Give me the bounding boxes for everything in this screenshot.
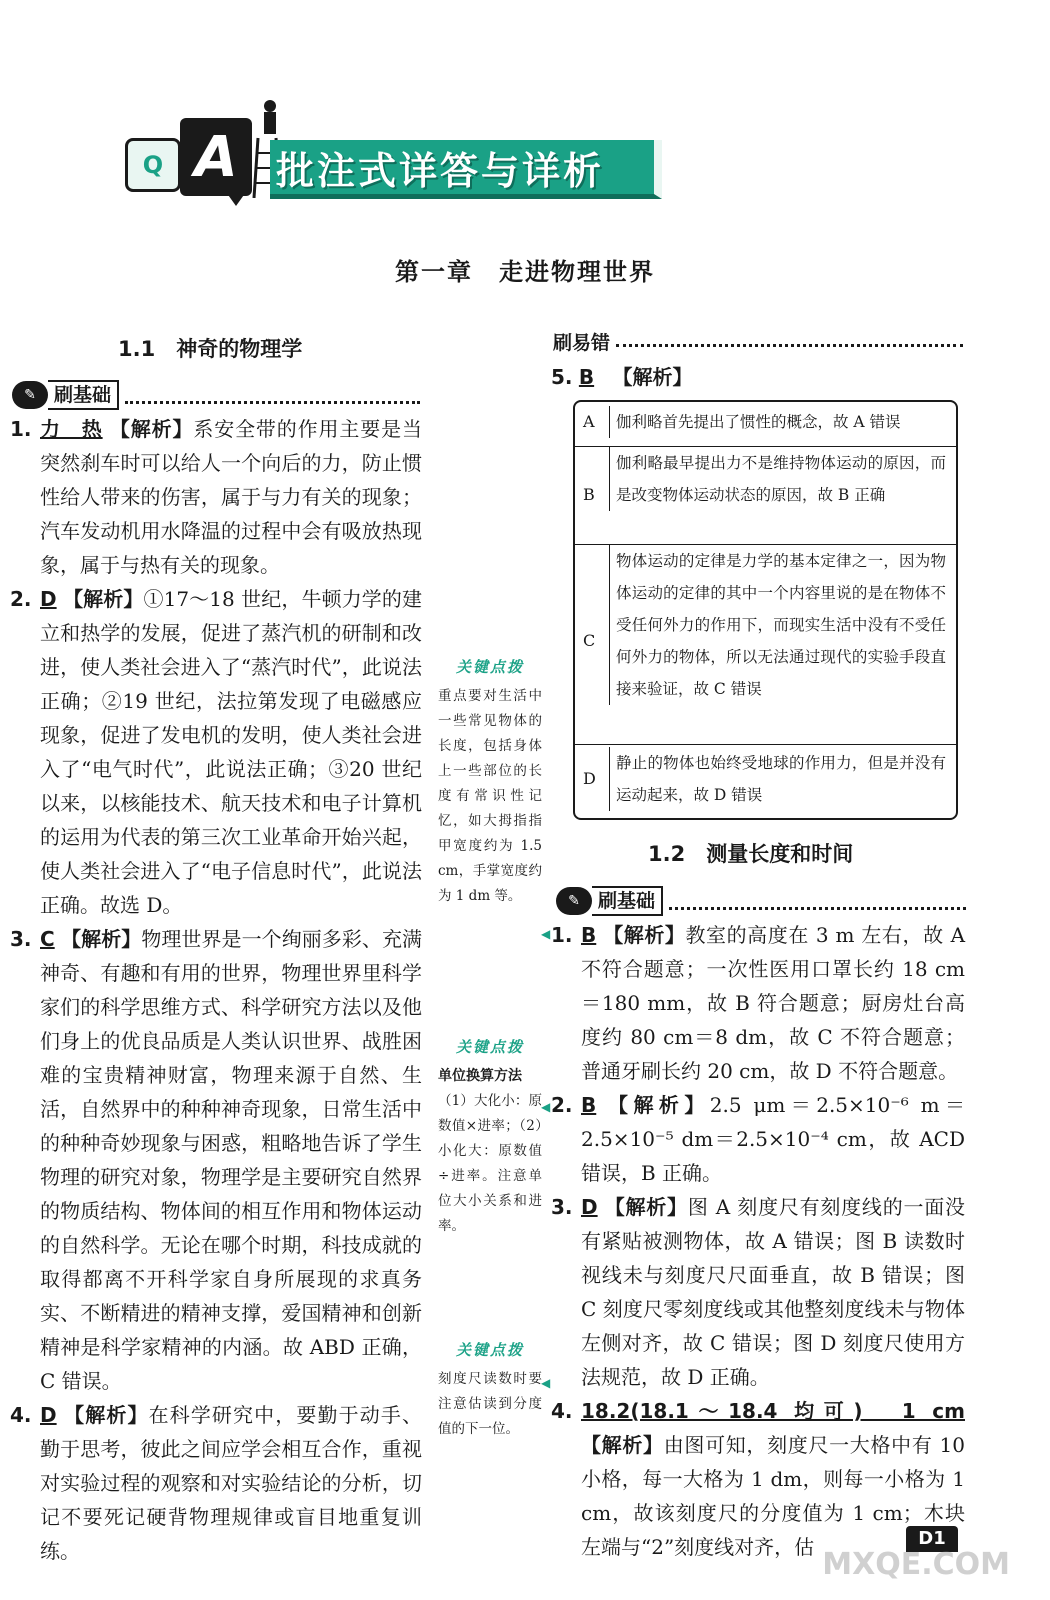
question-number: 2. xyxy=(551,1093,573,1117)
tag-basics xyxy=(556,886,966,916)
analysis-label: 【解析】 xyxy=(581,1433,664,1457)
key-note-1 xyxy=(438,655,542,909)
tag-basics xyxy=(12,380,420,410)
a-speech-bubble: A xyxy=(180,118,252,196)
brush-icon: ✎ xyxy=(556,887,592,915)
analysis-label: 【解析】 xyxy=(604,1195,688,1219)
tag-label: 刷基础 xyxy=(592,886,663,916)
key-note-title: 关键点拨 xyxy=(455,1341,524,1359)
chapter-title: 第一章 走进物理世界 xyxy=(395,258,655,286)
pointer-arrow-icon: ◀ xyxy=(541,1100,551,1114)
question-number: 2. xyxy=(10,587,32,611)
option-row-d: D 静止的物体也始终受地球的作用力，但是并没有运动起来，故 D 错误 xyxy=(575,744,956,817)
answer: C xyxy=(40,927,55,951)
watermark: MXQE.COM xyxy=(822,1547,1010,1582)
analysis-label: 【解析】 xyxy=(64,1403,149,1427)
key-note-title: 关键点拨 xyxy=(455,1038,524,1056)
analysis-label: 【解析】 xyxy=(61,927,142,951)
pointer-arrow-icon: ◀ xyxy=(541,1376,551,1390)
key-note-text: 重点要对生活中一些常见物体的长度，包括身体上一些部位的长度有常识性记忆，如大拇指指甲宽度约为 1.5 cm，手掌宽度约为 1 dm 等。 xyxy=(438,688,542,904)
a-bubble-tail xyxy=(226,192,246,206)
question-number: 3. xyxy=(551,1195,573,1219)
analysis-text: 由图可知，刻度尺一大格中有 10 小格，每一大格为 1 dm，则每一小格为 1 cm，故该刻度尺的分度值为 1 cm；木块左端与“2”刻度线对齐，估 xyxy=(581,1433,966,1559)
options-analysis-table xyxy=(573,400,958,820)
analysis-label: 【解析】 xyxy=(109,417,194,441)
section-title-1-2: 1.2 测量长度和时间 xyxy=(648,842,854,866)
question-number: 1. xyxy=(551,923,573,947)
key-note-text: 刻度尺读数时要注意估读到分度值的下一位。 xyxy=(438,1371,542,1437)
analysis-text: ①17～18 世纪，牛顿力学的建立和热学的发展，促进了蒸汽机的研制和改进，使人类社会进入了“蒸汽时代”，此说法正确；②19 世纪，法拉第发现了电磁感应现象，促进了发电机的发明，使人类社会进入了“电气时代”，此说法正确；③20 世纪以来，以核能技术、航天技术和电子计算机的运用为代表的第三次工业革命开始兴起，使人类社会进入了“电子信息时代”，此说法正确。故选 D。 xyxy=(40,587,423,917)
key-note-subtitle: 单位换算方法 xyxy=(438,1068,522,1084)
question-number: 1. xyxy=(10,417,32,441)
answer: B xyxy=(581,1093,597,1117)
answer: 18.2(18.1～18.4 均可) 1 cm xyxy=(581,1399,965,1423)
analysis-text: 在科学研究中，要勤于动手、勤于思考，彼此之间应学会相互合作，重视对实验过程的观察和对实验结论的分析，切记不要死记硬背物理规律或盲目地重复训练。 xyxy=(40,1403,423,1563)
answer: B xyxy=(578,365,595,389)
question-number: 4. xyxy=(10,1403,32,1427)
analysis-label: 【解析】 xyxy=(63,587,144,611)
answer-item xyxy=(551,1394,965,1564)
left-answers xyxy=(10,412,422,1568)
q-speech-bubble: Q xyxy=(125,138,181,192)
option-row-c: C 物体运动的定律是力学的基本定律之一，因为物体运动的定律的其中一个内容里说的是在物体不受任何外力的作用下，而现实生活中没有不受任何外力的物体，所以无法通过现代的实验手段直接来验证，故 C 错误 xyxy=(575,544,956,741)
dotted-divider xyxy=(669,907,966,910)
answer-item xyxy=(551,1190,965,1394)
banner-title: 批注式详答与详析 xyxy=(270,140,662,199)
item-5-header xyxy=(551,360,692,394)
answer: B xyxy=(581,923,597,947)
key-note-2 xyxy=(438,1035,542,1239)
analysis-label: 【解析】 xyxy=(603,923,686,947)
question-number: 5. xyxy=(551,365,573,389)
tag-easy-mistakes xyxy=(553,328,963,355)
option-row-b: B 伽利略最早提出力不是维持物体运动的原因，而是改变物体运动状态的原因，故 B 正确 xyxy=(575,446,956,543)
answer-item xyxy=(10,582,422,922)
option-row-a: A 伽利略首先提出了惯性的概念，故 A 错误 xyxy=(575,402,956,442)
dotted-divider xyxy=(616,344,963,347)
analysis-label: 【解析】 xyxy=(608,1093,710,1117)
question-number: 4. xyxy=(551,1399,573,1423)
page-number: D1 xyxy=(906,1526,958,1552)
answer-item xyxy=(10,412,422,582)
tag-label: 刷基础 xyxy=(48,380,119,410)
section-title-1-1: 1.1 神奇的物理学 xyxy=(118,337,303,361)
key-note-text: （1）大化小：原数值×进率；（2）小化大：原数值÷进率。注意单位大小关系和进率。 xyxy=(438,1093,542,1234)
answer-item xyxy=(10,922,422,1398)
key-note-3 xyxy=(438,1338,542,1442)
answer-item xyxy=(551,1088,965,1190)
brush-icon: ✎ xyxy=(12,381,48,409)
answer: D xyxy=(40,587,57,611)
analysis-text: 教室的高度在 3 m 左右，故 A 不符合题意；一次性医用口罩长约 18 cm＝180 mm，故 B 符合题意；厨房灶台高度约 80 cm＝8 dm，故 C 不符合题意；普通牙刷长约 20 cm，故 D 不符合题意。 xyxy=(581,923,966,1083)
tag-label: 刷易错 xyxy=(553,332,611,354)
answer: D xyxy=(40,1403,57,1427)
answer: 力 热 xyxy=(40,417,103,441)
question-number: 3. xyxy=(10,927,32,951)
analysis-text: 系安全带的作用主要是当突然刹车时可以给人一个向后的力，防止惯性给人带来的伤害，属于与力有关的现象；汽车发动机用水降温的过程中会有吸放热现象，属于与热有关的现象。 xyxy=(40,417,423,577)
analysis-text: 物理世界是一个绚丽多彩、充满神奇、有趣和有用的世界，物理世界里科学家们的科学思维方式、科学研究方法以及他们身上的优良品质是人类认识世界、战胜困难的宝贵精神财富，物理来源于自然、生活，自然界中的种种神奇现象，日常生活中的种种奇妙现象与困惑，粗略地告诉了学生物理的研究对象，物理学是主要研究自然界的物质结构、物体间的相互作用和物体运动的自然科学。无论在哪个时期，科技成就的取得都离不开科学家自身所展现的求真务实、不断精进的精神支撑，爱国精神和创新精神是科学家精神的内涵。故 ABD 正确，C 错误。 xyxy=(40,927,423,1393)
answer: D xyxy=(581,1195,598,1219)
key-note-title: 关键点拨 xyxy=(455,658,524,676)
analysis-label: 【解析】 xyxy=(612,365,693,389)
analysis-text: 图 A 刻度尺有刻度线的一面没有紧贴被测物体，故 A 错误；图 B 读数时视线未与刻度尺尺面垂直，故 B 错误；图 C 刻度尺零刻度线或其他整刻度线未与物体左侧对齐，故 C 错误；图 D 刻度尺使用方法规范，故 D 正确。 xyxy=(581,1195,966,1389)
answer-item xyxy=(551,918,965,1088)
analysis-text: 2.5 μm＝2.5×10⁻⁶ m＝2.5×10⁻⁵ dm＝2.5×10⁻⁴ cm，故 ACD 错误，B 正确。 xyxy=(581,1093,966,1185)
pointer-arrow-icon: ◀ xyxy=(541,927,551,941)
answer-item xyxy=(10,1398,422,1568)
dotted-divider xyxy=(125,401,420,404)
right-answers xyxy=(551,918,965,1564)
